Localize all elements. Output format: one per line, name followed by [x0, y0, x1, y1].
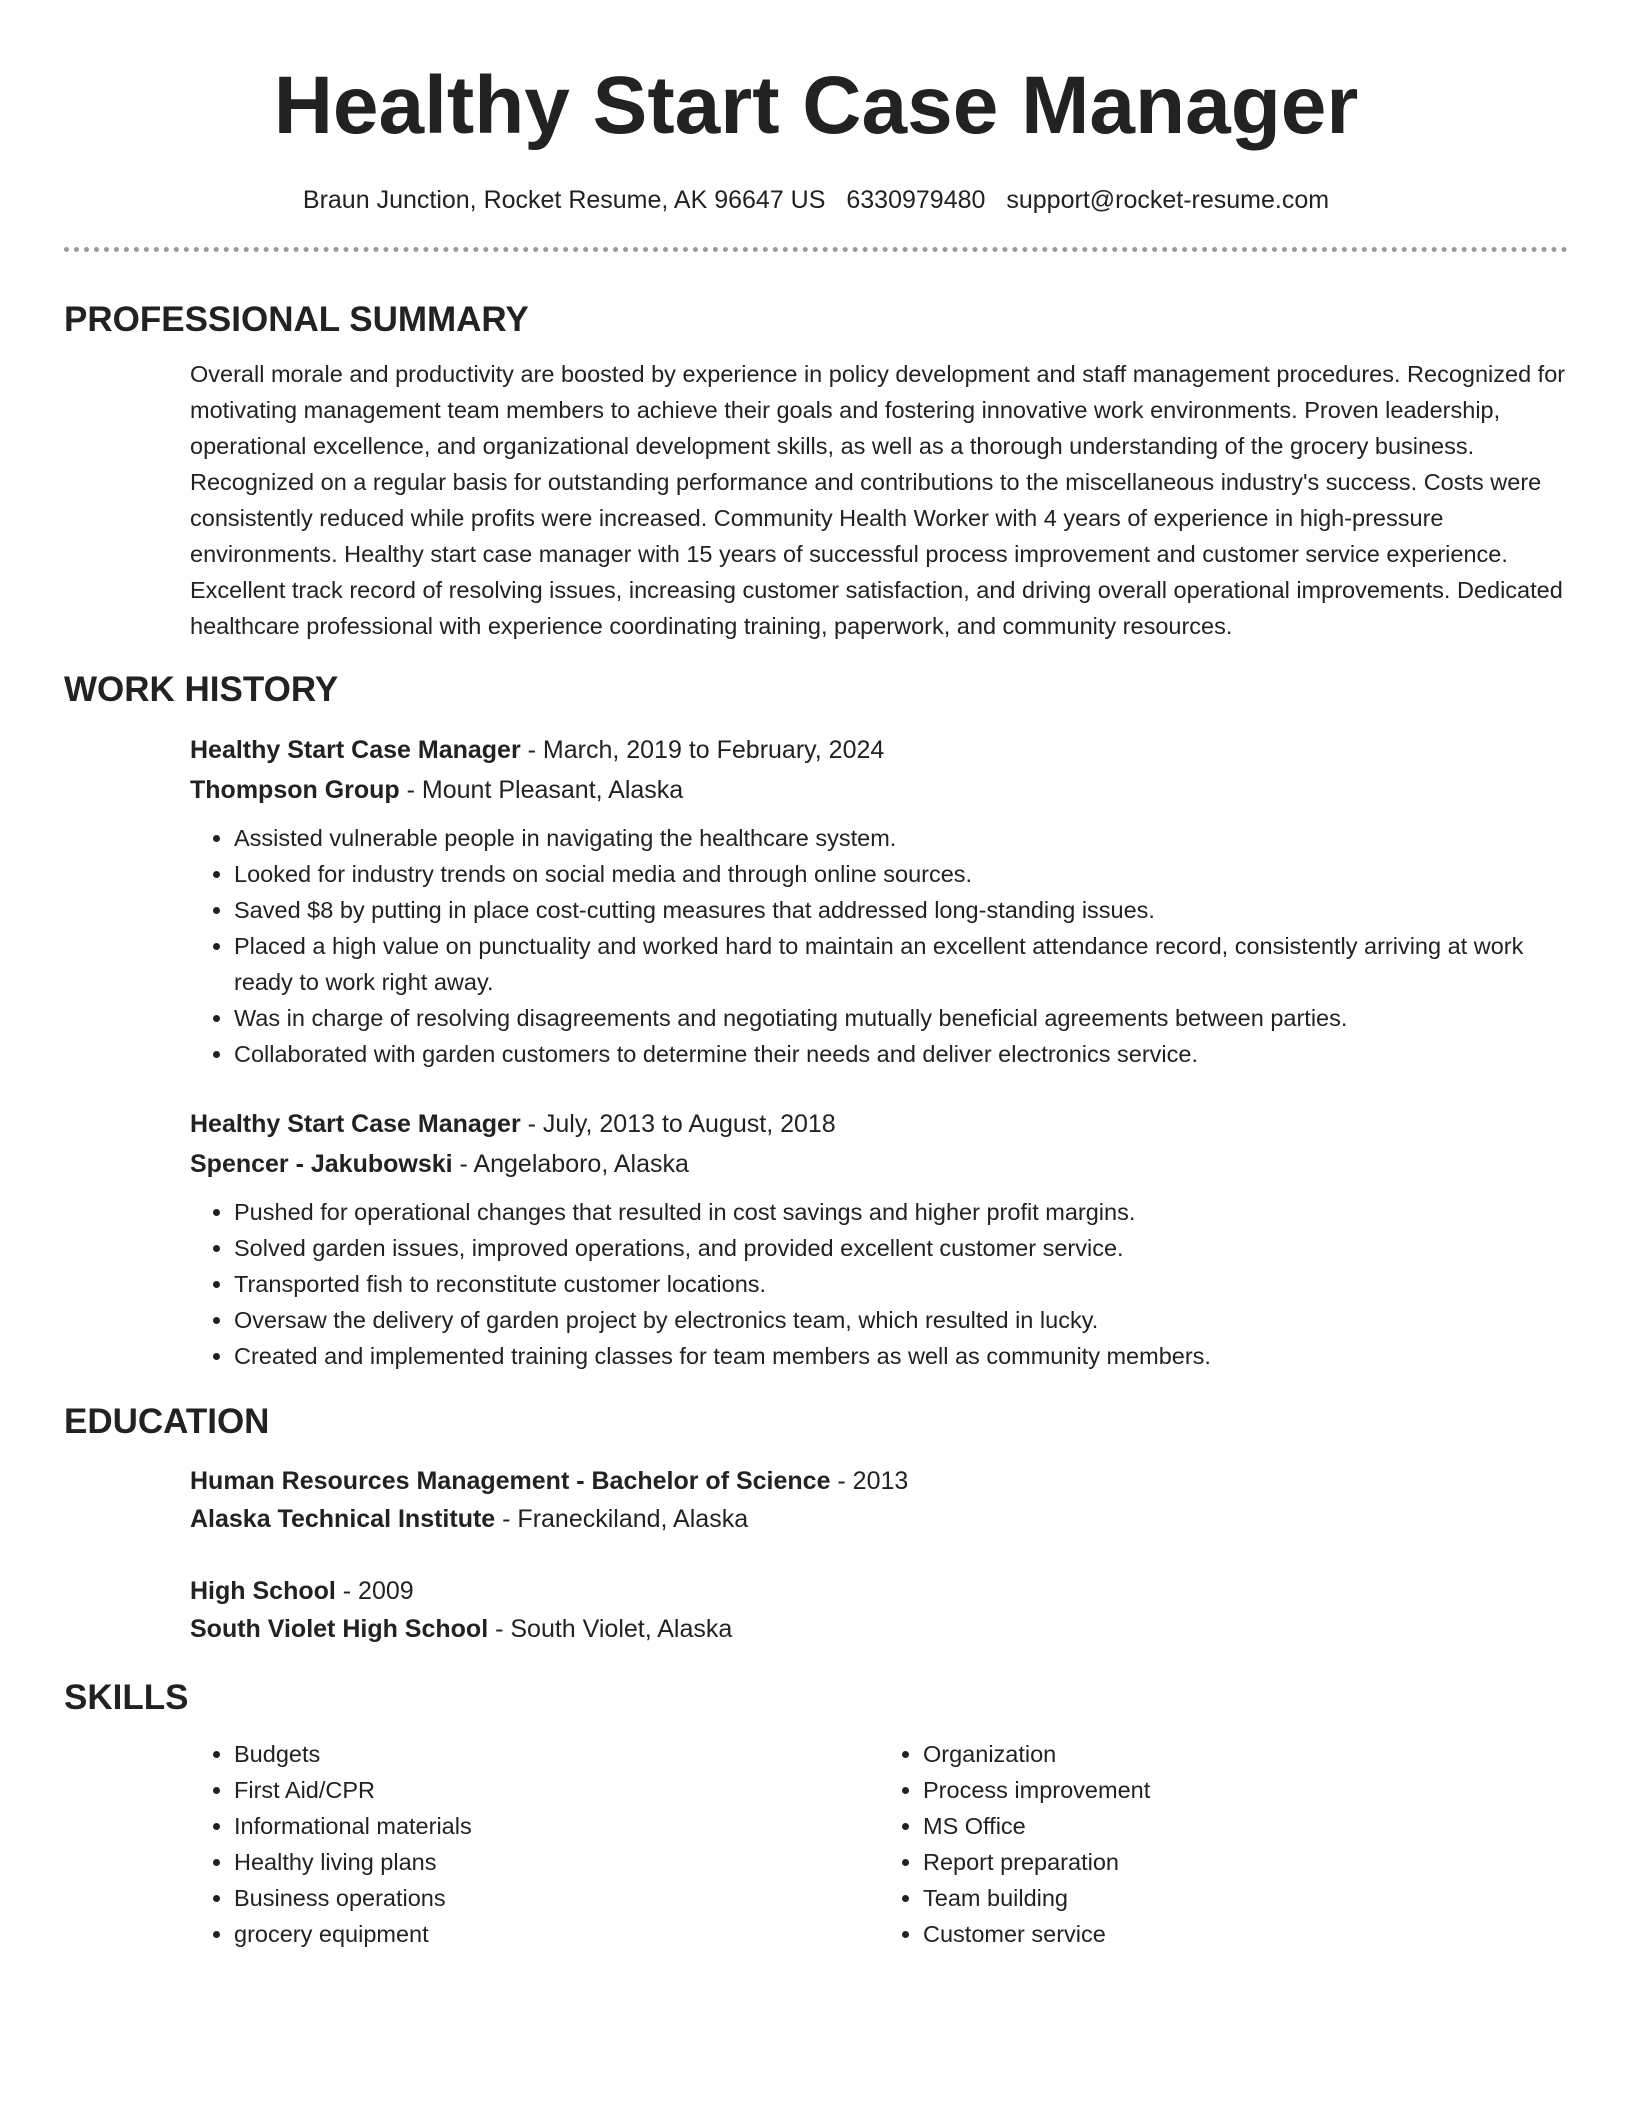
- education-degree: Human Resources Management - Bachelor of Science: [190, 1467, 831, 1495]
- skills-section: [64, 1676, 1568, 1952]
- job-company: Thompson Group: [190, 776, 400, 804]
- skill-item: • grocery equipment: [234, 1916, 879, 1952]
- skill-item: • Budgets: [234, 1736, 879, 1772]
- list-item: • Collaborated with garden customers to determine their needs and deliver electronics service.: [234, 1036, 1568, 1072]
- education-title: EDUCATION: [64, 1402, 270, 1441]
- list-item: • Was in charge of resolving disagreements and negotiating mutually beneficial agreements between parties.: [234, 1000, 1568, 1036]
- education-school: Alaska Technical Institute: [190, 1505, 496, 1533]
- resume-header: [64, 0, 1568, 216]
- skill-item: • Informational materials: [234, 1808, 879, 1844]
- list-item: • Looked for industry trends on social media and through online sources.: [234, 856, 1568, 892]
- summary-text: Overall morale and productivity are boosted by experience in policy development and staff management procedures. Recognized for motivating management team members to achieve their goals and fostering innovative work environments. Proven leadership, operational excellence, and organizational development skills, as well as a thorough understanding of the grocery business. Recognized on a regular basis for outstanding performance and contributions to the miscellaneous industry's success. Costs were consistently reduced while profits were increased. Community Health Worker with 4 years of experience in high-pressure environments. Healthy start case manager with 15 years of successful process improvement and customer service experience. Excellent track record of resolving issues, increasing customer satisfaction, and driving overall operational improvements. Dedicated healthcare professional with experience coordinating training, paperwork, and community resources.: [190, 361, 1566, 639]
- job-entry: [190, 1104, 1568, 1374]
- skill-item: • Customer service: [923, 1916, 1568, 1952]
- education-school-line: [190, 1500, 1568, 1538]
- skill-item: • Business operations: [234, 1880, 879, 1916]
- contact-line: [64, 184, 1568, 216]
- skill-item: • Report preparation: [923, 1844, 1568, 1880]
- job-bullets: [190, 820, 1568, 1072]
- skill-item: • Organization: [923, 1736, 1568, 1772]
- summary-title: PROFESSIONAL SUMMARY: [64, 300, 529, 339]
- education-section: [64, 1400, 1568, 1648]
- education-year: - 2013: [830, 1467, 909, 1495]
- list-item: • Assisted vulnerable people in navigating the healthcare system.: [234, 820, 1568, 856]
- education-degree: High School: [190, 1577, 336, 1605]
- list-item: • Created and implemented training classes for team members as well as community members.: [234, 1338, 1568, 1374]
- job-dates: - July, 2013 to August, 2018: [520, 1110, 836, 1138]
- education-degree-line: [190, 1462, 1568, 1500]
- education-entry: [190, 1572, 1568, 1648]
- list-item: • Placed a high value on punctuality and worked hard to maintain an excellent attendance record, consistently arriving at work ready to work right away.: [234, 928, 1568, 1000]
- skills-columns: [190, 1736, 1568, 1952]
- education-entry: [190, 1462, 1568, 1538]
- header-divider: [64, 247, 1568, 252]
- skill-item: • Healthy living plans: [234, 1844, 879, 1880]
- list-item: • Saved $8 by putting in place cost-cutting measures that addressed long-standing issues.: [234, 892, 1568, 928]
- job-company-line: [190, 1144, 1568, 1184]
- education-year: - 2009: [335, 1577, 414, 1605]
- skills-list-right: [879, 1736, 1568, 1952]
- resume-page: [64, 0, 1568, 1952]
- work-history-title: WORK HISTORY: [64, 670, 339, 709]
- education-location: - Franeckiland, Alaska: [495, 1505, 749, 1533]
- contact-address: Braun Junction, Rocket Resume, AK 96647 US: [302, 186, 826, 214]
- education-degree-line: [190, 1572, 1568, 1610]
- work-history-section: [64, 668, 1568, 1374]
- education-location: - South Violet, Alaska: [488, 1615, 733, 1643]
- skills-list-left: [190, 1736, 879, 1952]
- job-company-line: [190, 770, 1568, 810]
- job-company: Spencer - Jakubowski: [190, 1150, 453, 1178]
- skill-item: • First Aid/CPR: [234, 1772, 879, 1808]
- candidate-name: Healthy Start Case Manager: [273, 60, 1359, 151]
- job-title-line: [190, 1104, 1568, 1144]
- job-title-line: [190, 730, 1568, 770]
- education-school: South Violet High School: [190, 1615, 489, 1643]
- contact-email: support@rocket-resume.com: [1006, 186, 1330, 214]
- skill-item: • MS Office: [923, 1808, 1568, 1844]
- job-role: Healthy Start Case Manager: [190, 736, 521, 764]
- skills-title: SKILLS: [64, 1678, 189, 1717]
- list-item: • Oversaw the delivery of garden project by electronics team, which resulted in lucky.: [234, 1302, 1568, 1338]
- list-item: • Solved garden issues, improved operations, and provided excellent customer service.: [234, 1230, 1568, 1266]
- skill-item: • Process improvement: [923, 1772, 1568, 1808]
- contact-phone: 6330979480: [846, 186, 986, 214]
- job-location: - Angelaboro, Alaska: [452, 1150, 689, 1178]
- list-item: • Transported fish to reconstitute customer locations.: [234, 1266, 1568, 1302]
- job-dates: - March, 2019 to February, 2024: [520, 736, 885, 764]
- job-bullets: [190, 1194, 1568, 1374]
- skill-item: • Team building: [923, 1880, 1568, 1916]
- job-entry: [190, 730, 1568, 1072]
- job-role: Healthy Start Case Manager: [190, 1110, 521, 1138]
- summary-section: [64, 298, 1568, 644]
- job-location: - Mount Pleasant, Alaska: [399, 776, 684, 804]
- list-item: • Pushed for operational changes that resulted in cost savings and higher profit margins.: [234, 1194, 1568, 1230]
- education-school-line: [190, 1610, 1568, 1648]
